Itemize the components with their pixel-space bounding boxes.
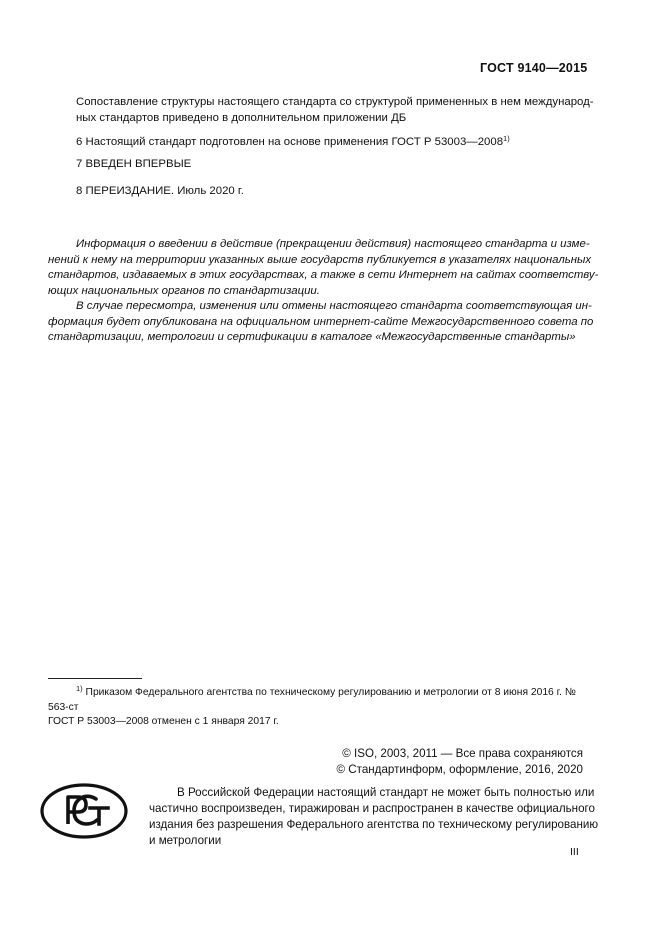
item-8: 8 ПЕРЕИЗДАНИЕ. Июль 2020 г. bbox=[76, 185, 244, 197]
russia-reproduction-notice bbox=[149, 785, 599, 849]
notice-paragraph-1 bbox=[48, 237, 590, 253]
text-line: Сопоставление структуры настоящего стандарта со структурой примененных в нем международ- bbox=[76, 96, 594, 108]
rst-logo-icon bbox=[38, 782, 130, 840]
notice-paragraph-2-cont bbox=[48, 315, 594, 346]
item-6-text: 6 Настоящий стандарт подготовлен на основе применения ГОСТ Р 53003—2008 bbox=[76, 136, 504, 148]
footnote-marker: 1) bbox=[76, 684, 83, 693]
notice-paragraph-1-cont bbox=[48, 253, 599, 300]
item-7: 7 ВВЕДЕН ВПЕРВЫЕ bbox=[76, 158, 192, 170]
text-line: издания без разрешения Федерального агентства по техническому регулированию bbox=[149, 818, 599, 831]
footnote-ref: 1) bbox=[503, 134, 510, 143]
text-line: стандартизации, метрологии и сертификации в каталоге «Межгосударственные стандарты» bbox=[48, 331, 576, 343]
text-line: нений к нему на территории указанных выше государств публикуется в указателях национальных bbox=[48, 253, 592, 266]
copyright-standartinform: © Стандартинформ, оформление, 2016, 2020 bbox=[336, 763, 583, 776]
structure-comparison-paragraph bbox=[48, 95, 594, 126]
text-line: и метрологии bbox=[149, 834, 222, 847]
copyright-block bbox=[337, 746, 583, 778]
footnote bbox=[48, 682, 583, 730]
text-line: стандартов, издаваемых в этих государствах, а также в сети Интернет на сайтах соответству- bbox=[48, 269, 599, 281]
item-6 bbox=[48, 131, 583, 151]
text-line: ных стандартов приведено в дополнительном приложении ДБ bbox=[76, 111, 407, 124]
text-line: В случае пересмотра, изменения или отмены настоящего стандарта соответствующая ин- bbox=[76, 300, 592, 312]
text-line: ющих национальных органов по стандартизации. bbox=[48, 284, 320, 297]
copyright-iso: © ISO, 2003, 2011 — Все права сохраняются bbox=[342, 747, 583, 760]
document-code: ГОСТ 9140—2015 bbox=[480, 61, 588, 75]
text-line: Информация о введении в действие (прекращении действия) настоящего стандарта и изме- bbox=[76, 238, 590, 250]
text-line: В Российской Федерации настоящий стандарт не может быть полностью или bbox=[177, 786, 595, 799]
footnote-line-1: $^{1)}$ Приказом Федерального агентства по техническому регулированию и метрологии от 8 июня 2016 г. № 563-ст bbox=[48, 684, 576, 713]
notice-paragraph-2 bbox=[48, 299, 592, 315]
footnote-line-2: ГОСТ Р 53003—2008 отменен с 1 января 2017 г. bbox=[48, 716, 279, 727]
text-line: частично воспроизведен, тиражирован и распространен в качестве официального bbox=[149, 802, 595, 815]
footnote-separator bbox=[48, 678, 142, 679]
text-line: формация будет опубликована на официальном интернет-сайте Межгосударственного совета по bbox=[48, 315, 594, 328]
page-number: III bbox=[570, 846, 579, 858]
